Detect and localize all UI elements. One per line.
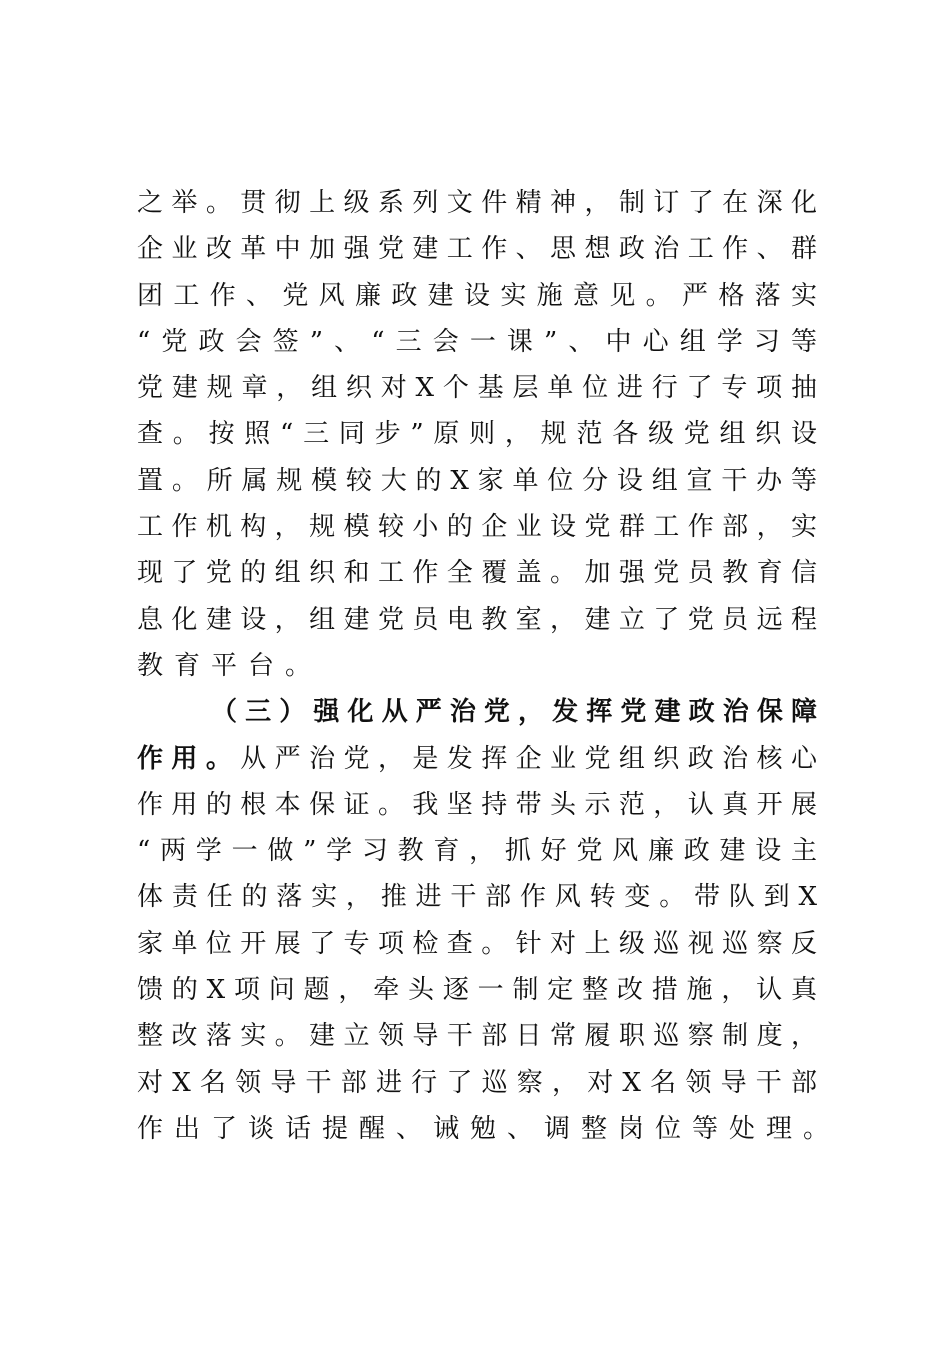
text-line: 馈的X项问题，牵头逐一制定整改措施，认真: [137, 975, 817, 1006]
document-body: [137, 180, 841, 1152]
text-line: 置。所属规模较大的X家单位分设组宣干办等: [137, 465, 817, 496]
text-line: 整改落实。建立领导干部日常履职巡察制度，: [137, 1021, 817, 1052]
text-line: 查。按照“三同步”原则，规范各级党组织设: [137, 419, 817, 450]
text-line: “两学一做”学习教育，抓好党风廉政建设主: [137, 836, 817, 867]
text-line: 党建规章，组织对X个基层单位进行了专项抽: [137, 373, 817, 404]
text-line: 教育平台。: [137, 650, 323, 681]
text-line: 体责任的落实，推进干部作风转变。带队到X: [137, 882, 817, 913]
section-heading-continued: 作用。: [137, 743, 241, 774]
text-line: 之举。贯彻上级系列文件精神，制订了在深化: [137, 188, 817, 218]
text-line: 团工作、党风廉政建设实施意见。严格落实: [137, 280, 817, 311]
text-run: 从严治党，是发挥企业党组织政治核心: [240, 743, 817, 774]
text-line: 息化建设，组建党员电教室，建立了党员远程: [137, 604, 817, 635]
text-line: 作用的根本保证。我坚持带头示范，认真开展: [137, 789, 817, 820]
text-line: 企业改革中加强党建工作、思想政治工作、群: [137, 234, 817, 265]
section-heading: （三）强化从严治党，发挥党建政治保障: [211, 697, 817, 728]
text-line: 作出了谈话提醒、诫勉、调整岗位等处理。: [137, 1113, 841, 1144]
text-line: 对X名领导干部进行了巡察，对X名领导干部: [137, 1067, 817, 1098]
text-line: 现了党的组织和工作全覆盖。加强党员教育信: [137, 558, 817, 589]
text-line: 家单位开展了专项检查。针对上级巡视巡察反: [137, 928, 817, 959]
text-line: “党政会签”、“三会一课”、中心组学习等: [137, 326, 817, 357]
text-line: 工作机构，规模较小的企业设党群工作部，实: [137, 512, 817, 543]
text-line: [137, 736, 817, 782]
